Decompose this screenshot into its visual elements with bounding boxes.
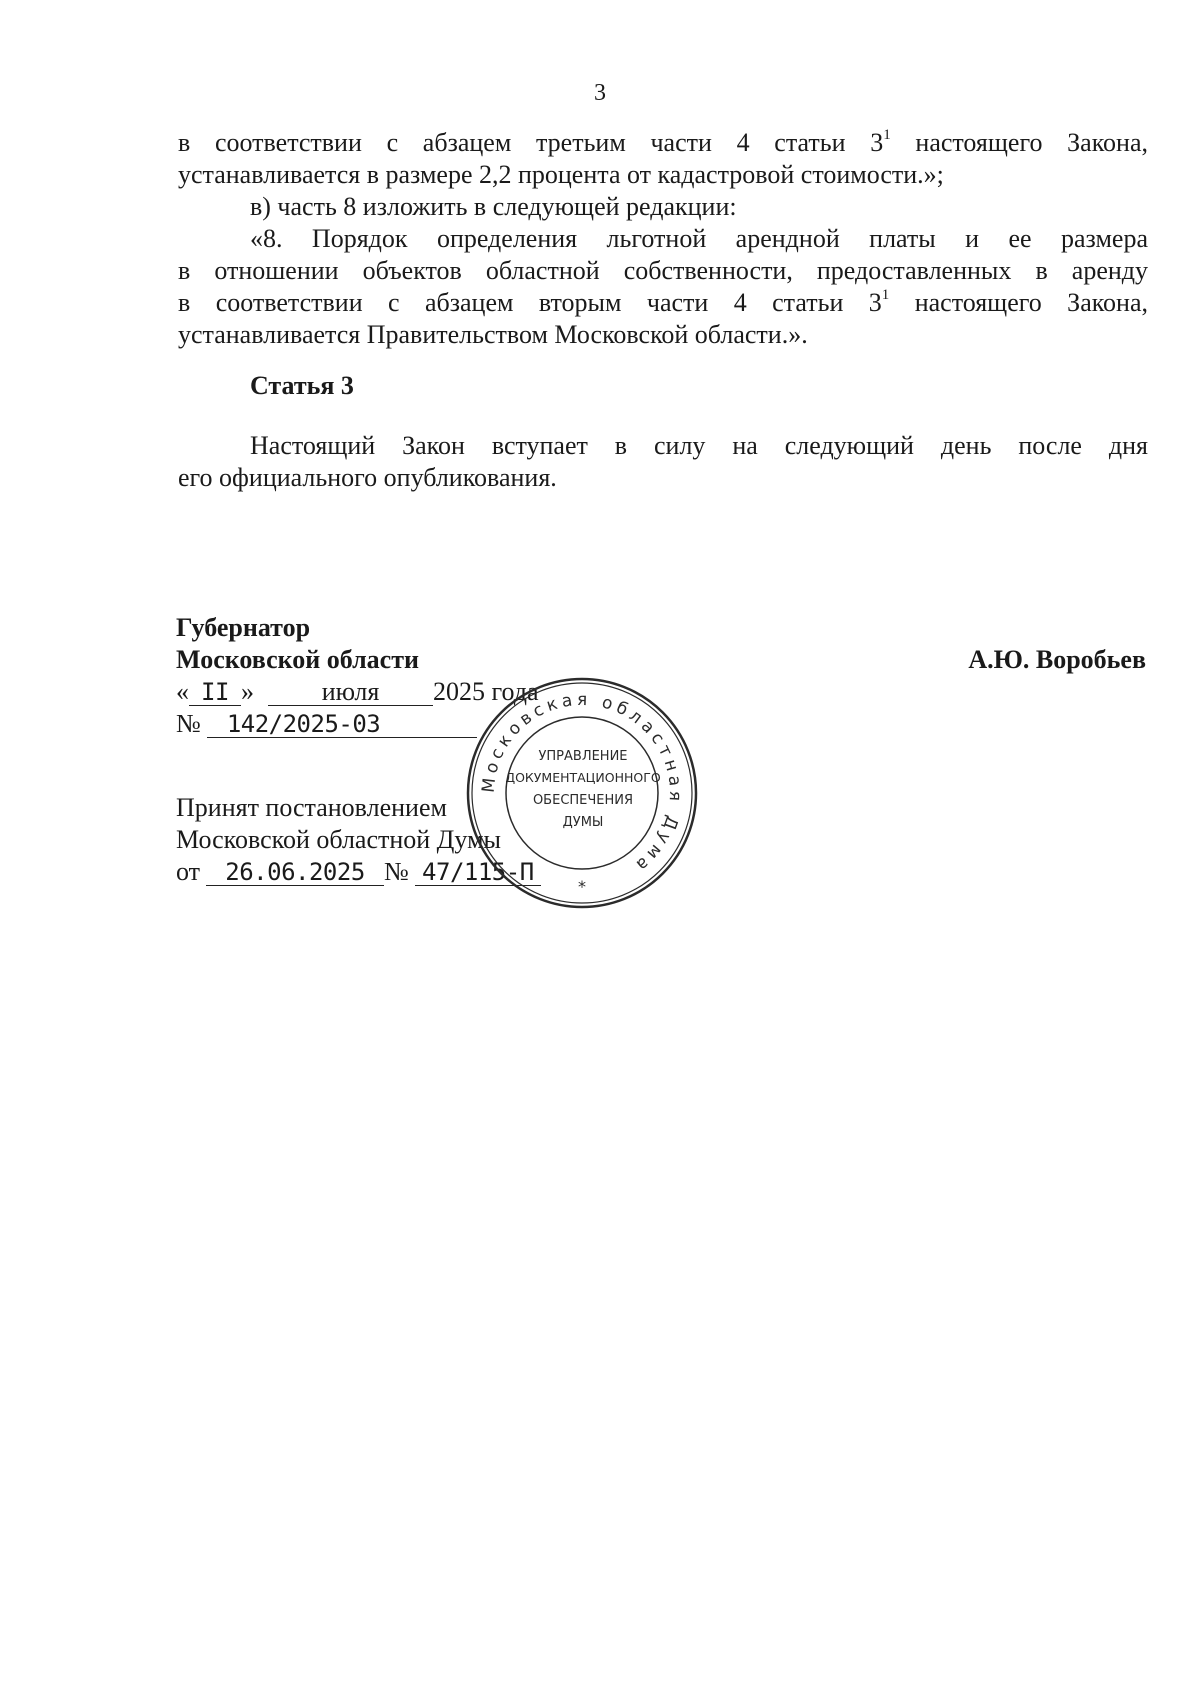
law-number: 142/2025-03: [207, 711, 477, 738]
signing-month: июля: [268, 679, 433, 706]
body-line-1-text: в соответствии с абзацем третьим части 4 статьи 3: [178, 128, 884, 157]
article-3-heading: Статья 3: [250, 371, 354, 400]
body-line-4: «8. Порядок определения льготной арендной платы и ее размера: [250, 224, 1148, 253]
law-number-line: [176, 708, 477, 740]
seal-center-line-2: ДОКУМЕНТАЦИОННОГО: [505, 770, 661, 785]
article-3-line-2: его официального опубликования.: [178, 463, 557, 492]
seal-star: *: [578, 877, 586, 896]
signing-year: 2025 года: [433, 677, 539, 706]
superscript-1: 1: [881, 287, 890, 304]
seal-center-line-1: УПРАВЛЕНИЕ: [538, 749, 628, 764]
seal-center-line-3: ОБЕСПЕЧЕНИЯ: [532, 793, 634, 808]
seal-center-line-4: ДУМЫ: [562, 815, 604, 830]
body-line-1-tail: настоящего Закона,: [890, 128, 1148, 157]
superscript-1: 1: [883, 127, 891, 144]
adoption-number: 47/115-П: [415, 859, 541, 886]
body-line-6-tail: настоящего Закона,: [889, 288, 1149, 317]
article-3-line-1: Настоящий Закон вступает в силу на следующий день после дня: [250, 431, 1148, 460]
body-line-3: в) часть 8 изложить в следующей редакции:: [250, 192, 737, 221]
adoption-date-prefix: от: [176, 857, 201, 886]
quote-open: «: [176, 677, 189, 706]
page-number: 3: [594, 80, 606, 106]
body-line-6: [178, 287, 1148, 319]
seal-ring-text: Московская областная Дума: [478, 689, 686, 878]
quote-close: »: [241, 677, 254, 706]
governor-region: Московской области: [176, 645, 419, 674]
number-sign: №: [384, 857, 409, 886]
governor-name: А.Ю. Воробьев: [968, 645, 1146, 674]
signing-day: II: [189, 679, 241, 706]
adoption-line-1: Принят постановлением: [176, 793, 447, 822]
body-line-5: в отношении объектов областной собственности, предоставленных в аренду: [178, 256, 1148, 285]
adoption-line-2: Московской областной Думы: [176, 825, 501, 854]
body-line-7: устанавливается Правительством Московской области.».: [178, 320, 808, 349]
body-line-1: [178, 127, 1148, 159]
official-seal: [463, 674, 701, 912]
body-line-6-text: в соответствии с абзацем вторым части 4 статьи 3: [178, 288, 882, 317]
number-sign: №: [176, 709, 201, 738]
adoption-date: 26.06.2025: [206, 859, 384, 886]
body-line-2: устанавливается в размере 2,2 процента от кадастровой стоимости.»;: [178, 160, 944, 189]
governor-title: Губернатор: [176, 613, 311, 642]
